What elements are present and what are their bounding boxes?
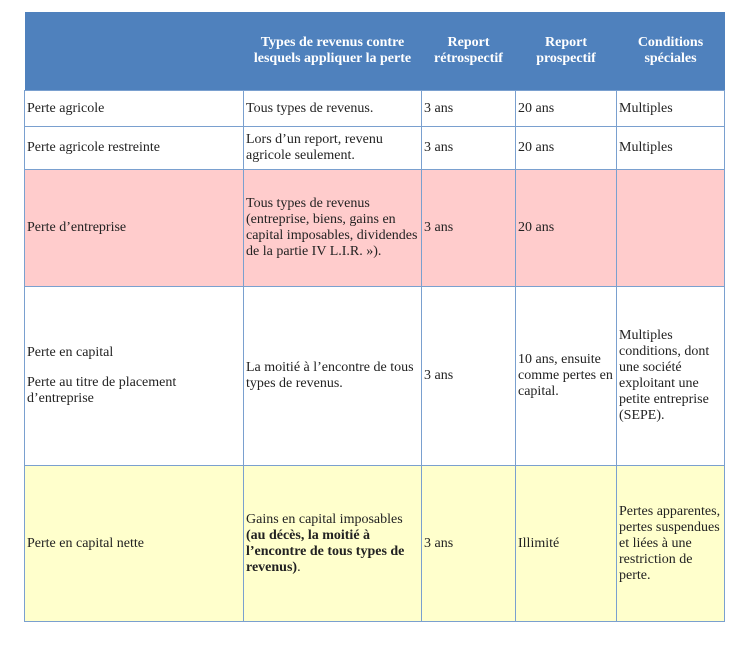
cell-carryforward: 20 ans: [516, 170, 617, 287]
header-income-types: Types de revenus contre lesquels appliquer la perte: [244, 12, 422, 91]
cell-carryback: 3 ans: [422, 127, 516, 170]
header-special-conditions: Conditions spéciales: [617, 12, 725, 91]
header-row: [25, 12, 725, 91]
table-row: [25, 466, 725, 622]
cell-income-types: Lors d’un report, revenu agricole seulement.: [244, 127, 422, 170]
cell-income-types: Tous types de revenus (entreprise, biens, gains en capital imposables, dividendes de la partie IV L.I.R. »).: [244, 170, 422, 287]
cell-loss-type: Perte agricole restreinte: [25, 127, 244, 170]
cell-loss-type: Perte d’entreprise: [25, 170, 244, 287]
table-row: [25, 170, 725, 287]
cell-carryback: 3 ans: [422, 170, 516, 287]
table-row: [25, 287, 725, 466]
table-row: [25, 91, 725, 127]
table-row: [25, 127, 725, 170]
cell-special-conditions: Multiples: [617, 91, 725, 127]
loss-type-label-secondary: Perte au titre de placement d’entreprise: [27, 375, 177, 406]
cell-carryforward: 10 ans, ensuite comme pertes en capital.: [516, 287, 617, 466]
cell-income-types: Tous types de revenus.: [244, 91, 422, 127]
cell-special-conditions: Multiples: [617, 127, 725, 170]
header-loss-type: [25, 12, 244, 91]
cell-carryback: 3 ans: [422, 466, 516, 622]
header-carryforward: Report prospectif: [516, 12, 617, 91]
cell-special-conditions: Pertes apparentes, pertes suspendues et liées à une restriction de perte.: [617, 466, 725, 622]
loss-carryover-table-container: [24, 12, 724, 622]
income-text-end: .: [297, 559, 301, 575]
income-text: Gains en capital imposables: [246, 511, 403, 527]
cell-carryback: 3 ans: [422, 287, 516, 466]
cell-carryforward: 20 ans: [516, 127, 617, 170]
income-text-bold: (au décès, la moitié à l’encontre de tous types de revenus): [246, 527, 405, 575]
cell-loss-type: Perte agricole: [25, 91, 244, 127]
cell-income-types: La moitié à l’encontre de tous types de revenus.: [244, 287, 422, 466]
cell-income-types: [244, 466, 422, 622]
cell-special-conditions: [617, 170, 725, 287]
cell-loss-type: [25, 287, 244, 466]
header-carryback: Report rétrospectif: [422, 12, 516, 91]
cell-carryforward: Illimité: [516, 466, 617, 622]
cell-carryback: 3 ans: [422, 91, 516, 127]
loss-carryover-table: [24, 12, 725, 622]
cell-special-conditions: Multiples conditions, dont une société exploitant une petite entreprise (SEPE).: [617, 287, 725, 466]
cell-loss-type: Perte en capital nette: [25, 466, 244, 622]
cell-carryforward: 20 ans: [516, 91, 617, 127]
loss-type-label: Perte en capital: [27, 345, 114, 360]
